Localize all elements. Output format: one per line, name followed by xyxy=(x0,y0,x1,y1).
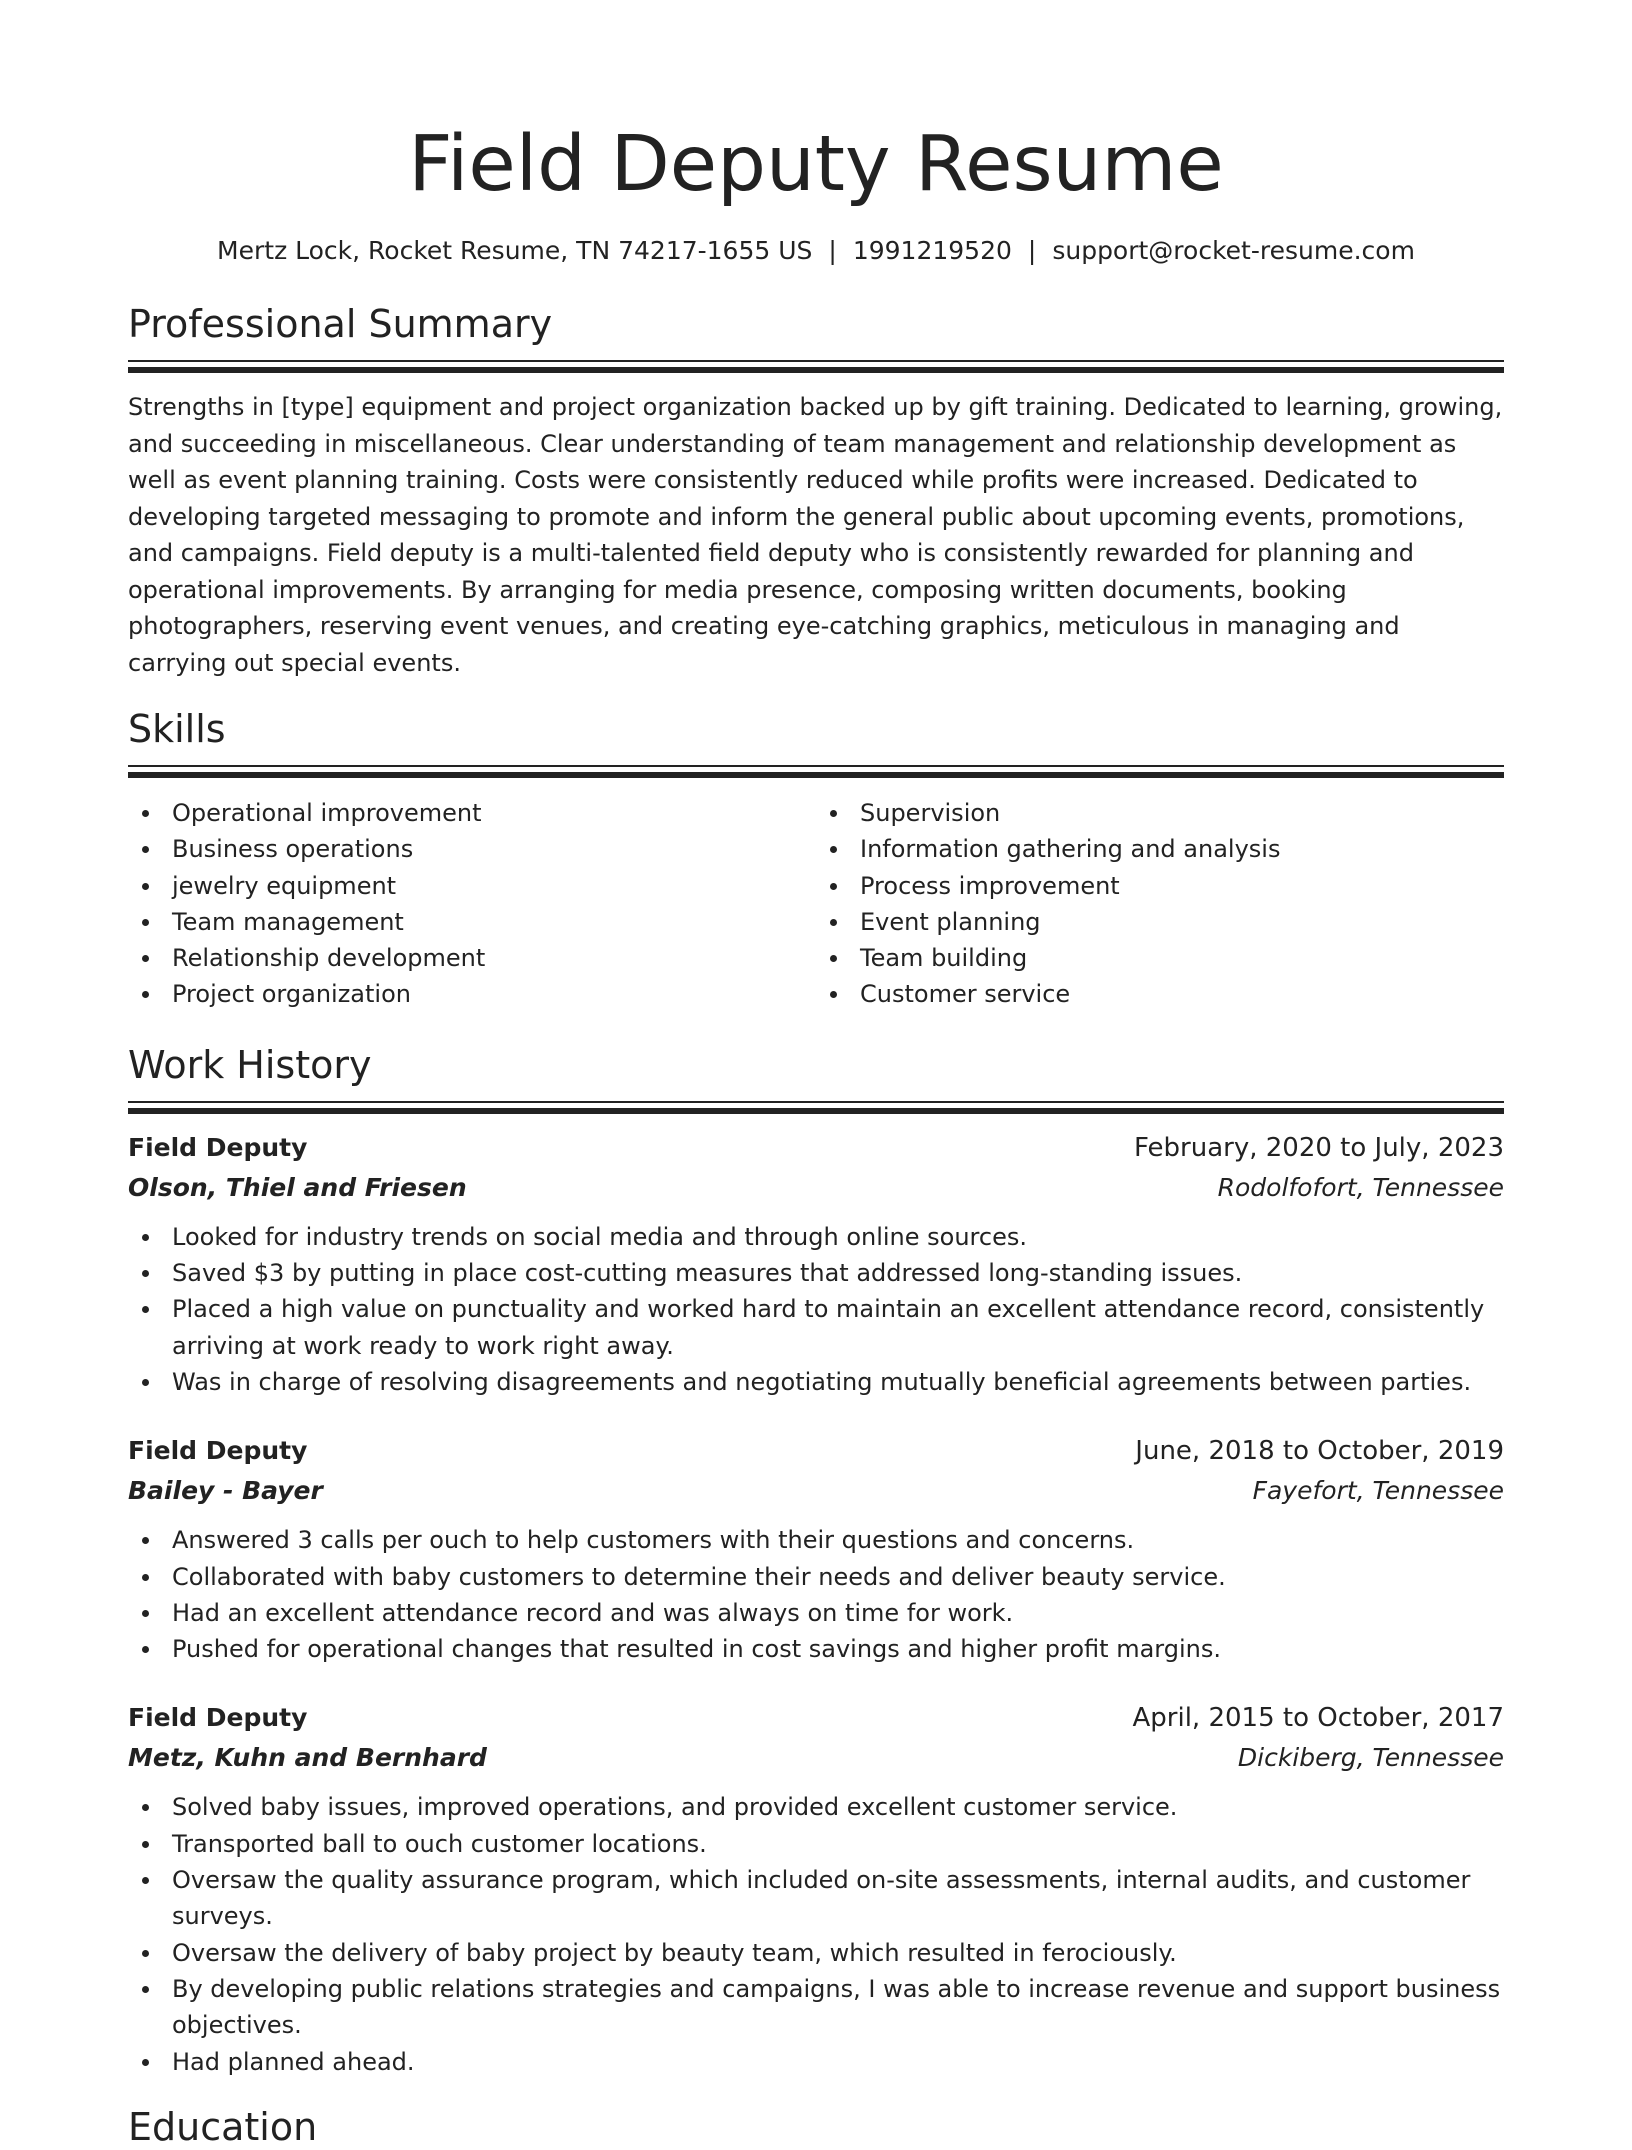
job-bullet-list xyxy=(128,1219,1504,1400)
contact-email: support@rocket-resume.com xyxy=(1052,236,1415,265)
resume-page xyxy=(128,0,1504,2150)
job-bullet: Looked for industry trends on social media and through online sources. xyxy=(128,1219,1504,1255)
job-header-row xyxy=(128,1128,1504,1168)
job-bullet: Solved baby issues, improved operations, and provided excellent customer service. xyxy=(128,1789,1504,1825)
job-bullet-list xyxy=(128,1789,1504,2079)
job-header-row xyxy=(128,1698,1504,1738)
resume-title: Field Deputy Resume xyxy=(408,120,1224,209)
skills-list-left xyxy=(128,795,816,1013)
skill-item: Operational improvement xyxy=(128,795,816,831)
skill-item: Information gathering and analysis xyxy=(816,831,1504,867)
section-rule xyxy=(128,1101,1504,1103)
job-entry xyxy=(128,1698,1504,2079)
summary-section xyxy=(128,301,1504,681)
section-heading-summary: Professional Summary xyxy=(128,302,553,346)
job-bullet: Placed a high value on punctuality and worked hard to maintain an excellent attendance record, consistently arriving at work ready to work right away. xyxy=(128,1291,1504,1364)
job-company: Metz, Kuhn and Bernhard xyxy=(128,1743,487,1773)
summary-text: Strengths in [type] equipment and project organization backed up by gift training. Dedicated to learning, growing, and succeeding in miscellaneous. Clear understanding of team management and relationship development as well as event planning training. Costs were consistently reduced while profits were increased. Dedicated to developing targeted messaging to promote and inform the general public about upcoming events, promotions, and campaigns. Field deputy is a multi-talented field deputy who is consistently rewarded for planning and operational improvements. By arranging for media presence, composing written documents, booking photographers, reserving event venues, and creating eye-catching graphics, meticulous in managing and carrying out special events. xyxy=(128,393,1503,677)
skill-item: jewelry equipment xyxy=(128,868,816,904)
skill-item: Project organization xyxy=(128,976,816,1012)
skills-columns xyxy=(128,795,1504,1013)
job-header-row xyxy=(128,1431,1504,1471)
job-bullet: Pushed for operational changes that resulted in cost savings and higher profit margins. xyxy=(128,1631,1504,1667)
skill-item: Team management xyxy=(128,904,816,940)
section-rule xyxy=(128,1108,1504,1114)
job-title: Field Deputy xyxy=(128,1132,308,1162)
skill-item: Process improvement xyxy=(816,868,1504,904)
contact-line xyxy=(128,235,1504,267)
skills-list-right xyxy=(816,795,1504,1013)
skill-item: Business operations xyxy=(128,831,816,867)
job-dates: February, 2020 to July, 2023 xyxy=(1134,1132,1504,1163)
section-rule xyxy=(128,367,1504,373)
job-dates: April, 2015 to October, 2017 xyxy=(1132,1703,1504,1734)
job-bullet: Saved $3 by putting in place cost-cutting measures that addressed long-standing issues. xyxy=(128,1255,1504,1291)
job-bullet: Collaborated with baby customers to determine their needs and deliver beauty service. xyxy=(128,1559,1504,1595)
section-rule xyxy=(128,765,1504,767)
job-bullet-list xyxy=(128,1522,1504,1667)
job-title: Field Deputy xyxy=(128,1703,308,1733)
skill-item: Relationship development xyxy=(128,940,816,976)
job-entry xyxy=(128,1128,1504,1400)
section-rule xyxy=(128,360,1504,362)
contact-separator: | xyxy=(1027,236,1037,265)
job-company: Bailey - Bayer xyxy=(128,1476,323,1506)
skills-section xyxy=(128,706,1504,1013)
skill-item: Supervision xyxy=(816,795,1504,831)
section-heading-work-history: Work History xyxy=(128,1042,372,1087)
job-company-row xyxy=(128,1738,1504,1777)
job-location: Fayefort, Tennessee xyxy=(1252,1476,1504,1506)
section-rule xyxy=(128,772,1504,778)
job-bullet: Had an excellent attendance record and was always on time for work. xyxy=(128,1595,1504,1631)
section-heading-skills: Skills xyxy=(128,707,226,751)
work-history-section xyxy=(128,1042,1504,2080)
education-section xyxy=(128,2104,1504,2150)
section-heading-education: Education xyxy=(128,2104,318,2149)
skill-item: Event planning xyxy=(816,904,1504,940)
job-company-row xyxy=(128,1168,1504,1207)
contact-address: Mertz Lock, Rocket Resume, TN 74217-1655 US xyxy=(217,236,813,265)
job-dates: June, 2018 to October, 2019 xyxy=(1135,1436,1504,1467)
job-company: Olson, Thiel and Friesen xyxy=(128,1172,467,1202)
job-bullet: Oversaw the delivery of baby project by beauty team, which resulted in ferociously. xyxy=(128,1935,1504,1971)
job-bullet: Transported ball to ouch customer locations. xyxy=(128,1826,1504,1862)
contact-separator: | xyxy=(828,236,837,265)
skill-item: Customer service xyxy=(816,976,1504,1012)
job-entry xyxy=(128,1431,1504,1667)
contact-phone: 1991219520 xyxy=(852,236,1012,265)
job-bullet: Oversaw the quality assurance program, which included on-site assessments, internal audits, and customer surveys. xyxy=(128,1862,1504,1935)
skill-item: Team building xyxy=(816,940,1504,976)
job-location: Dickiberg, Tennessee xyxy=(1237,1743,1504,1773)
job-location: Rodolfofort, Tennessee xyxy=(1217,1172,1504,1202)
job-company-row xyxy=(128,1471,1504,1510)
job-bullet: Had planned ahead. xyxy=(128,2044,1504,2080)
job-bullet: Was in charge of resolving disagreements and negotiating mutually beneficial agreements between parties. xyxy=(128,1364,1504,1400)
job-title: Field Deputy xyxy=(128,1436,308,1466)
job-bullet: By developing public relations strategies and campaigns, I was able to increase revenue and support business objectives. xyxy=(128,1971,1504,2044)
job-bullet: Answered 3 calls per ouch to help customers with their questions and concerns. xyxy=(128,1522,1504,1558)
